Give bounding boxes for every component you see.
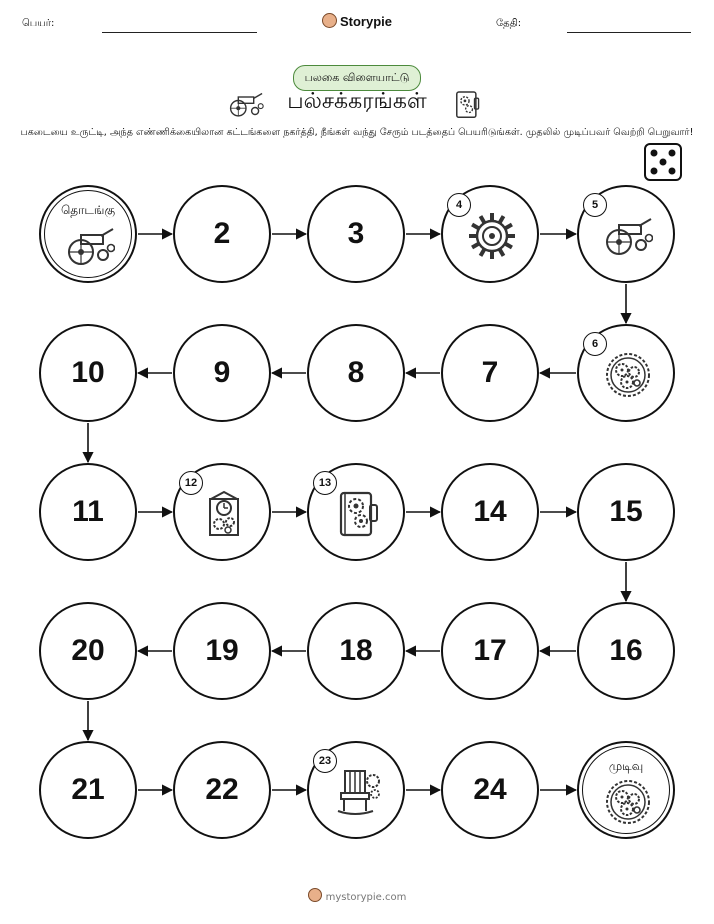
gear-book-icon <box>333 489 383 539</box>
board-space <box>307 741 405 839</box>
name-label: பெயர்: <box>22 18 55 29</box>
board-space <box>173 741 271 839</box>
cart-icon <box>603 211 653 261</box>
board-space <box>441 741 539 839</box>
space-number-badge: 6 <box>583 332 607 356</box>
bear-icon <box>308 888 322 902</box>
space-number: 21 <box>71 773 105 806</box>
board-space <box>39 741 137 839</box>
space-number: 17 <box>473 634 507 667</box>
board-space <box>441 463 539 561</box>
clockwork-icon <box>603 350 653 400</box>
space-number: 16 <box>609 634 643 667</box>
footer-url: mystorypie.com <box>325 892 407 903</box>
board-space <box>173 602 271 700</box>
space-number: 3 <box>347 217 365 250</box>
board-space <box>577 185 675 283</box>
brand-name: Storypie <box>339 14 392 29</box>
gear-icon <box>467 211 517 261</box>
space-number: 15 <box>609 495 643 528</box>
grandfather-clock-icon <box>199 489 249 539</box>
cart-icon <box>65 221 115 271</box>
board-space <box>39 324 137 422</box>
space-number: 10 <box>71 356 105 389</box>
board-space <box>441 185 539 283</box>
space-number-badge: 5 <box>583 193 607 217</box>
space-number-badge: 4 <box>447 193 471 217</box>
board-space <box>307 602 405 700</box>
finish-label: முடிவு <box>608 759 644 773</box>
board-space <box>577 324 675 422</box>
start-label: தொடங்கு <box>60 203 116 217</box>
space-number: 8 <box>347 356 365 389</box>
date-label: தேதி: <box>496 18 522 29</box>
space-number: 18 <box>339 634 373 667</box>
space-number: 19 <box>205 634 239 667</box>
finish-space <box>577 741 675 839</box>
board-space <box>307 324 405 422</box>
board-space <box>577 463 675 561</box>
board-space <box>441 602 539 700</box>
gear-chair-icon <box>333 767 383 817</box>
space-number-badge: 12 <box>179 471 203 495</box>
board-space <box>441 324 539 422</box>
board-space <box>39 463 137 561</box>
footer <box>0 888 714 903</box>
space-number: 11 <box>72 495 104 528</box>
space-number: 14 <box>473 495 507 528</box>
space-number: 24 <box>473 773 507 806</box>
start-space <box>39 185 137 283</box>
page-title: பல்சக்கரங்கள் <box>287 89 427 114</box>
space-number: 20 <box>71 634 105 667</box>
board-space <box>173 463 271 561</box>
space-number: 7 <box>481 356 499 389</box>
space-number-badge: 13 <box>313 471 337 495</box>
board-space <box>173 324 271 422</box>
space-number: 2 <box>213 217 231 250</box>
instructions: பகடையை உருட்டி, அந்த எண்ணிக்கையிலான கட்டங்களை நகர்த்தி, நீங்கள் வந்து சேரும் படத்தைப் பெயரிடுங்கள். முதலில் முடிப்பவர் வெற்றி பெறுவார்! <box>20 127 694 138</box>
space-number-badge: 23 <box>313 749 337 773</box>
board-space <box>173 185 271 283</box>
board-space <box>39 602 137 700</box>
board-space <box>577 602 675 700</box>
clockwork-icon <box>603 777 653 827</box>
category-tag: பலகை விளையாட்டு <box>293 65 421 91</box>
board-space <box>307 185 405 283</box>
space-number: 22 <box>205 773 239 806</box>
board-space <box>307 463 405 561</box>
space-number: 9 <box>213 356 231 389</box>
